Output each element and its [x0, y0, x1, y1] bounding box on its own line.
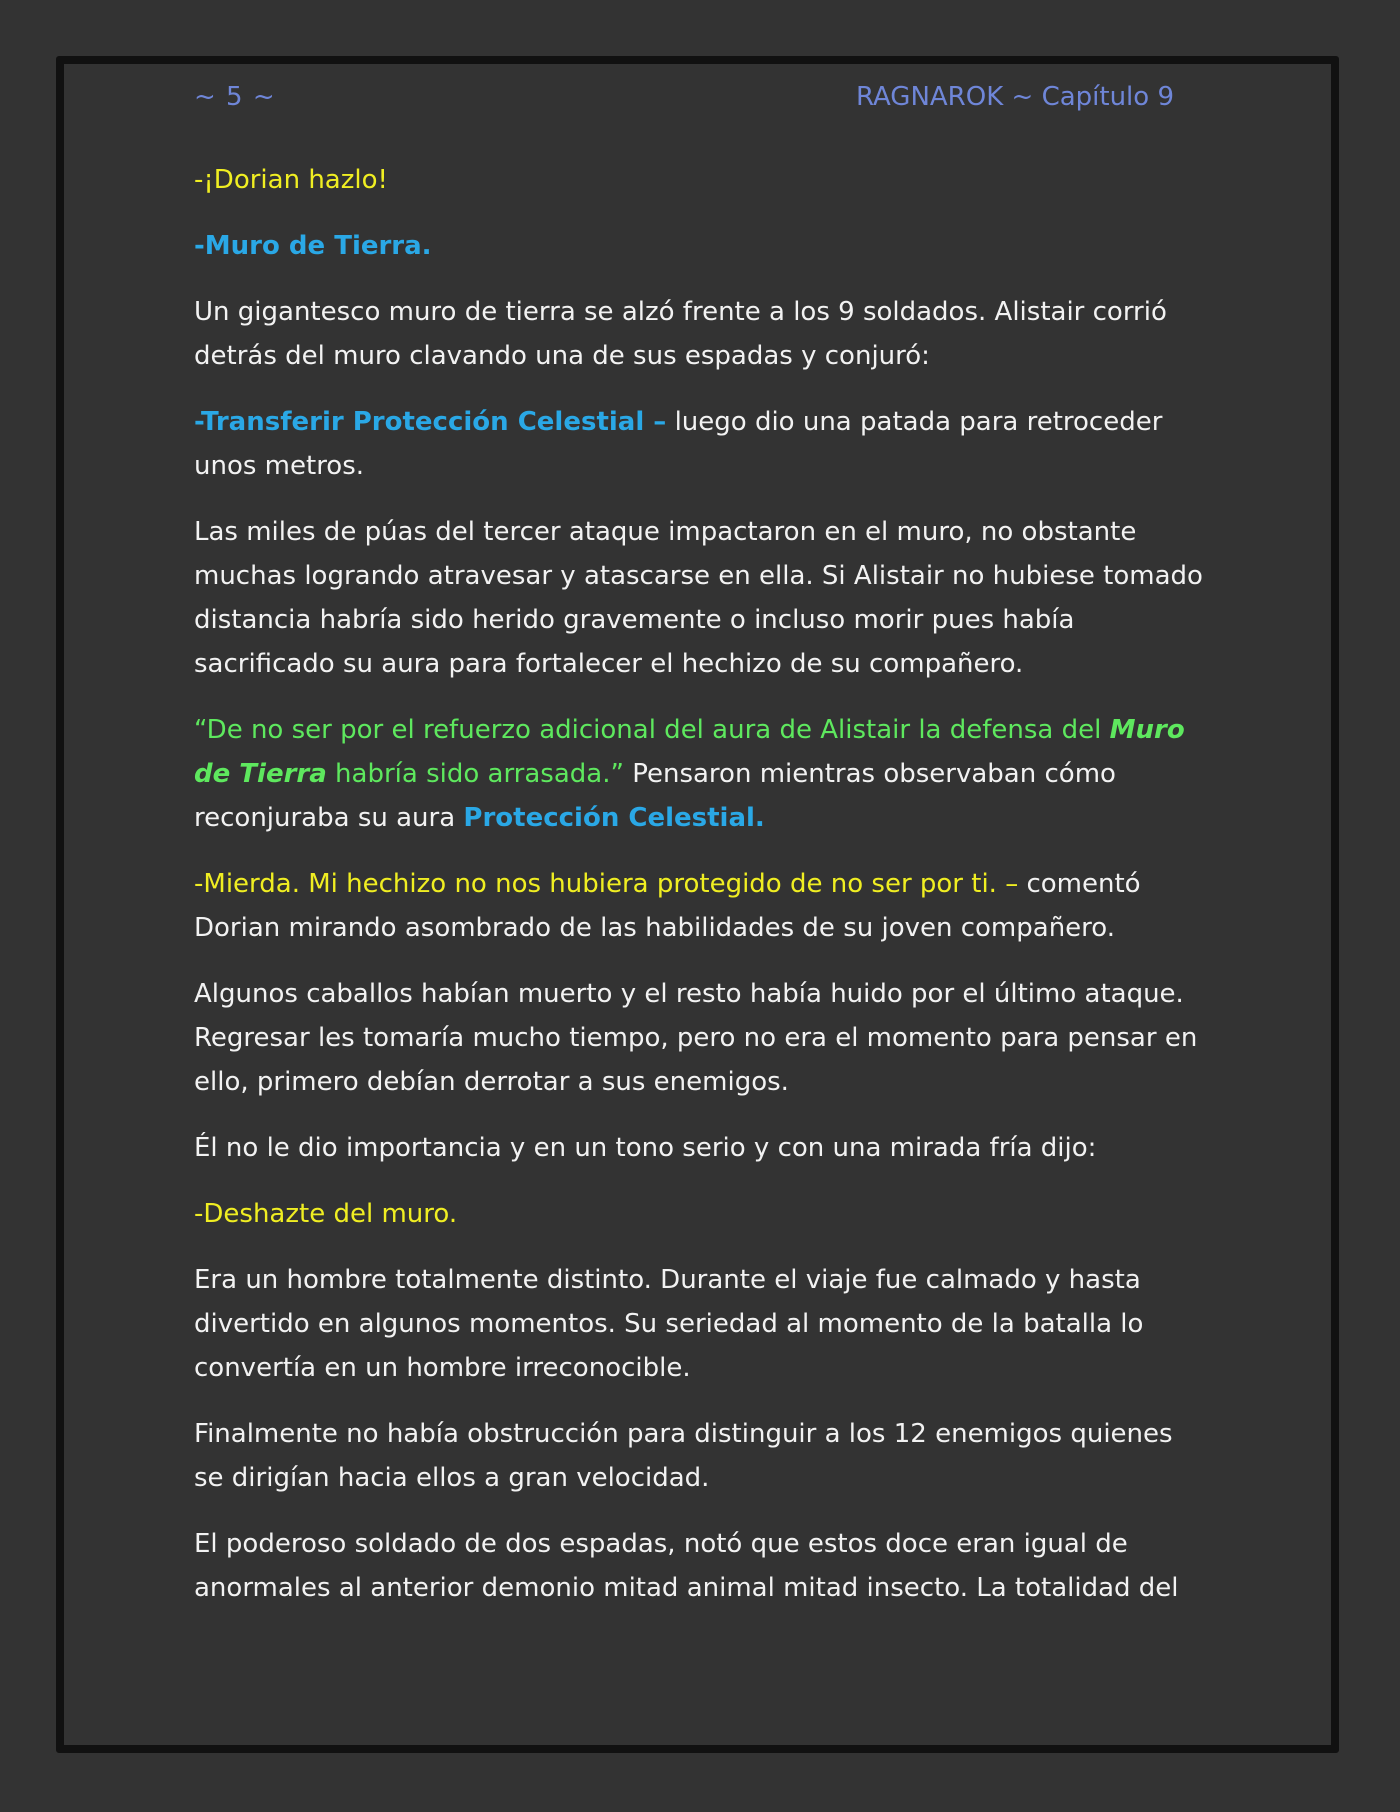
narration-paragraph: El poderoso soldado de dos espadas, notó que estos doce eran igual de anormales al anterior demonio mitad animal mitad insecto. La totalidad del	[194, 1529, 1179, 1603]
spell-name: Protección Celestial.	[463, 803, 765, 833]
narration-text: luego dio una patada para retroceder unos metros.	[194, 407, 1163, 481]
narration-paragraph: Algunos caballos habían muerto y el resto había huido por el último ataque. Regresar les tomaría mucho tiempo, pero no era el momento para pensar en ello, primero debían derrotar a sus enemigos.	[194, 979, 1198, 1097]
narration-paragraph: Él no le dio importancia y en un tono serio y con una mirada fría dijo:	[194, 1133, 1097, 1163]
spell-name: -Transferir Protección Celestial –	[194, 407, 667, 437]
page-header	[194, 82, 1174, 122]
thought-text: habría sido arrasada.”	[326, 759, 624, 789]
thought-text: “De no ser por el refuerzo adicional del aura de Alistair la defensa del	[194, 715, 1110, 745]
thought-paragraph	[194, 708, 1209, 840]
narration-paragraph	[194, 400, 1209, 488]
narration-paragraph: Un gigantesco muro de tierra se alzó frente a los 9 soldados. Alistair corrió detrás del muro clavando una de sus espadas y conjuró:	[194, 297, 1167, 371]
dialogue-paragraph	[194, 862, 1209, 950]
chapter-text	[194, 158, 1209, 1632]
narration-paragraph: Finalmente no había obstrucción para distinguir a los 12 enemigos quienes se dirigían hacia ellos a gran velocidad.	[194, 1419, 1173, 1493]
narration-paragraph: Las miles de púas del tercer ataque impactaron en el muro, no obstante muchas logrando atravesar y atascarse en ella. Si Alistair no hubiese tomado distancia habría sido herido gravemente o incluso morir pues había sacrificado su aura para fortalecer el hechizo de su compañero.	[194, 517, 1203, 679]
running-title: RAGNAROK ~ Capítulo 9	[855, 82, 1174, 112]
narration-text: Pensaron mientras observaban cómo reconjuraba su aura	[194, 759, 1116, 833]
dialogue-line: -Deshazte del muro.	[194, 1199, 458, 1229]
spell-line: -Muro de Tierra.	[194, 231, 432, 261]
page-number: ~ 5 ~	[194, 82, 276, 112]
narration-paragraph: Era un hombre totalmente distinto. Durante el viaje fue calmado y hasta divertido en algunos momentos. Su seriedad al momento de la batalla lo convertía en un hombre irreconocible.	[194, 1265, 1144, 1383]
thought-spell-name: Muro de Tierra	[194, 715, 1185, 789]
dialogue-line: -¡Dorian hazlo!	[194, 165, 388, 195]
dialogue-text: -Mierda. Mi hechizo no nos hubiera protegido de no ser por ti. –	[194, 869, 1019, 899]
narration-text: comentó Dorian mirando asombrado de las habilidades de su joven compañero.	[194, 869, 1141, 943]
